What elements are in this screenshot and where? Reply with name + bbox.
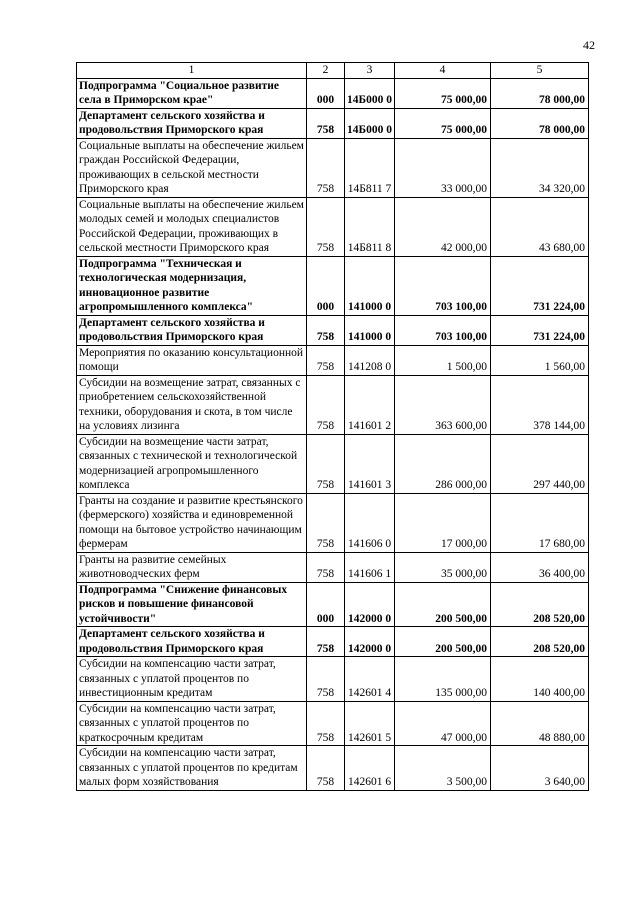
table-row [77, 108, 589, 138]
row-sum-2015-cell: 208 520,00 [491, 627, 589, 657]
row-sum-2015-cell: 208 520,00 [491, 582, 589, 627]
row-name-cell: Субсидии на компенсацию части затрат, связанных с уплатой процентов по кредитам малых форм хозяйствования [77, 746, 307, 791]
row-target-cell: 14Б000 0 [345, 108, 395, 138]
row-sum-2014-cell: 17 000,00 [395, 493, 491, 552]
row-code-cell: 758 [307, 657, 345, 702]
row-target-cell: 142000 0 [345, 582, 395, 627]
row-sum-2014-cell: 703 100,00 [395, 315, 491, 345]
row-sum-2015-cell: 36 400,00 [491, 552, 589, 582]
table-row [77, 657, 589, 702]
row-target-cell: 142601 6 [345, 746, 395, 791]
row-code-cell: 758 [307, 138, 345, 197]
row-sum-2015-cell: 3 640,00 [491, 746, 589, 791]
row-name-cell: Гранты на создание и развитие крестьянского (фермерского) хозяйства и единовременной помощи на бытовое устройство начинающим фермерам [77, 493, 307, 552]
table-row [77, 493, 589, 552]
table-row [77, 627, 589, 657]
row-code-cell: 758 [307, 108, 345, 138]
row-sum-2014-cell: 286 000,00 [395, 434, 491, 493]
row-code-cell: 758 [307, 746, 345, 791]
row-target-cell: 141000 0 [345, 315, 395, 345]
header-col-4: 4 [395, 63, 491, 79]
row-sum-2014-cell: 75 000,00 [395, 108, 491, 138]
row-code-cell: 758 [307, 493, 345, 552]
row-sum-2015-cell: 48 880,00 [491, 701, 589, 746]
row-sum-2014-cell: 1 500,00 [395, 345, 491, 375]
row-name-cell: Департамент сельского хозяйства и продовольствия Приморского края [77, 627, 307, 657]
row-sum-2015-cell: 140 400,00 [491, 657, 589, 702]
row-target-cell: 14Б811 7 [345, 138, 395, 197]
row-code-cell: 758 [307, 627, 345, 657]
row-code-cell: 000 [307, 256, 345, 315]
table-header-row [77, 63, 589, 79]
row-code-cell: 758 [307, 197, 345, 256]
row-target-cell: 141601 2 [345, 375, 395, 434]
row-code-cell: 758 [307, 345, 345, 375]
budget-table [76, 62, 589, 791]
table-row [77, 746, 589, 791]
row-name-cell: Субсидии на компенсацию части затрат, связанных с уплатой процентов по краткосрочным кредитам [77, 701, 307, 746]
header-col-1: 1 [77, 63, 307, 79]
row-name-cell: Социальные выплаты на обеспечение жильем молодых семей и молодых специалистов Российской Федерации, проживающих в сельской местности Приморского края [77, 197, 307, 256]
row-target-cell: 142000 0 [345, 627, 395, 657]
row-target-cell: 142601 4 [345, 657, 395, 702]
row-sum-2014-cell: 35 000,00 [395, 552, 491, 582]
row-sum-2015-cell: 78 000,00 [491, 108, 589, 138]
table-row [77, 197, 589, 256]
row-name-cell: Субсидии на возмещение затрат, связанных с приобретением сельскохозяйственной техники, оборудования и скота, в том числе на условиях лизинга [77, 375, 307, 434]
row-name-cell: Социальные выплаты на обеспечение жильем граждан Российской Федерации, проживающих в сельской местности Приморского края [77, 138, 307, 197]
table-row [77, 552, 589, 582]
row-sum-2015-cell: 17 680,00 [491, 493, 589, 552]
table-row [77, 256, 589, 315]
row-sum-2015-cell: 1 560,00 [491, 345, 589, 375]
row-target-cell: 141208 0 [345, 345, 395, 375]
row-target-cell: 141601 3 [345, 434, 395, 493]
row-target-cell: 141606 0 [345, 493, 395, 552]
row-sum-2015-cell: 297 440,00 [491, 434, 589, 493]
row-sum-2014-cell: 42 000,00 [395, 197, 491, 256]
row-sum-2015-cell: 43 680,00 [491, 197, 589, 256]
row-name-cell: Подпрограмма "Техническая и технологическая модернизация, инновационное развитие агропромышленного комплекса" [77, 256, 307, 315]
row-code-cell: 758 [307, 552, 345, 582]
row-name-cell: Субсидии на компенсацию части затрат, связанных с уплатой процентов по инвестиционным кредитам [77, 657, 307, 702]
row-name-cell: Гранты на развитие семейных животноводческих ферм [77, 552, 307, 582]
row-sum-2014-cell: 47 000,00 [395, 701, 491, 746]
row-sum-2014-cell: 363 600,00 [395, 375, 491, 434]
row-sum-2014-cell: 200 500,00 [395, 582, 491, 627]
row-sum-2014-cell: 135 000,00 [395, 657, 491, 702]
table-row [77, 315, 589, 345]
row-code-cell: 758 [307, 315, 345, 345]
row-sum-2015-cell: 34 320,00 [491, 138, 589, 197]
row-sum-2014-cell: 200 500,00 [395, 627, 491, 657]
header-col-3: 3 [345, 63, 395, 79]
row-code-cell: 000 [307, 78, 345, 108]
row-code-cell: 758 [307, 375, 345, 434]
table-row [77, 375, 589, 434]
row-code-cell: 758 [307, 701, 345, 746]
row-code-cell: 758 [307, 434, 345, 493]
row-name-cell: Департамент сельского хозяйства и продовольствия Приморского края [77, 108, 307, 138]
row-code-cell: 000 [307, 582, 345, 627]
table-row [77, 434, 589, 493]
row-sum-2015-cell: 78 000,00 [491, 78, 589, 108]
row-name-cell: Мероприятия по оказанию консультационной помощи [77, 345, 307, 375]
table-row [77, 345, 589, 375]
header-col-5: 5 [491, 63, 589, 79]
page-number: 42 [583, 38, 595, 52]
row-target-cell: 142601 5 [345, 701, 395, 746]
header-col-2: 2 [307, 63, 345, 79]
row-sum-2014-cell: 3 500,00 [395, 746, 491, 791]
table-row [77, 138, 589, 197]
row-name-cell: Департамент сельского хозяйства и продовольствия Приморского края [77, 315, 307, 345]
row-sum-2014-cell: 703 100,00 [395, 256, 491, 315]
row-target-cell: 141606 1 [345, 552, 395, 582]
row-sum-2014-cell: 75 000,00 [395, 78, 491, 108]
table-row [77, 78, 589, 108]
row-sum-2015-cell: 378 144,00 [491, 375, 589, 434]
row-name-cell: Подпрограмма "Снижение финансовых рисков и повышение финансовой устойчивости" [77, 582, 307, 627]
table-row [77, 582, 589, 627]
row-target-cell: 14Б000 0 [345, 78, 395, 108]
row-name-cell: Подпрограмма "Социальное развитие села в Приморском крае" [77, 78, 307, 108]
row-sum-2015-cell: 731 224,00 [491, 256, 589, 315]
row-sum-2014-cell: 33 000,00 [395, 138, 491, 197]
row-name-cell: Субсидии на возмещение части затрат, связанных с технической и технологической модернизацией агропромышленного комплекса [77, 434, 307, 493]
row-target-cell: 141000 0 [345, 256, 395, 315]
row-target-cell: 14Б811 8 [345, 197, 395, 256]
row-sum-2015-cell: 731 224,00 [491, 315, 589, 345]
table-row [77, 701, 589, 746]
